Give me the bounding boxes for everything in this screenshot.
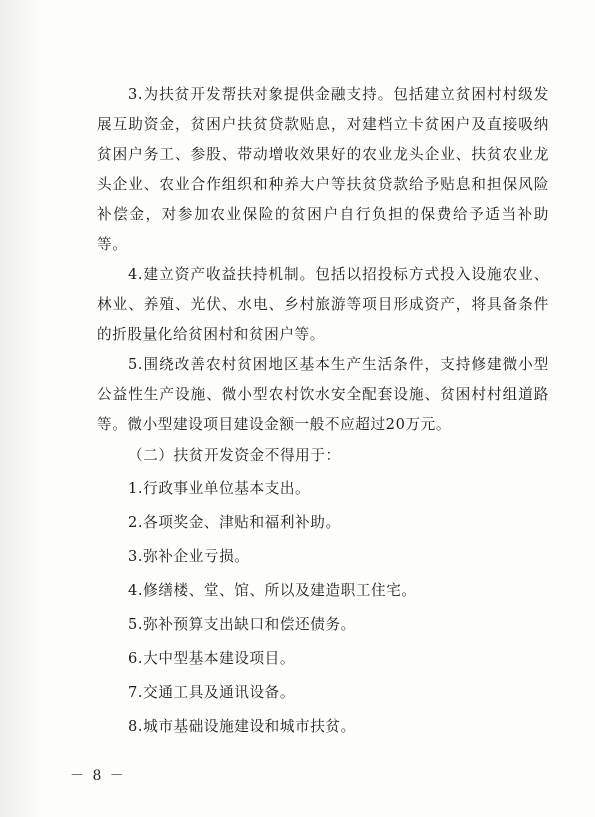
list-item: 6.大中型基本建设项目。 — [128, 650, 296, 667]
page-number: － 8 － — [70, 768, 126, 784]
section-heading-prohibited-uses: （二）扶贫开发资金不得用于： — [128, 447, 341, 464]
document-body — [97, 80, 549, 744]
list-item: 1.行政事业单位基本支出。 — [128, 480, 311, 497]
list-item: 7.交通工具及通讯设备。 — [128, 684, 296, 701]
paragraph-asset-income: 4.建立资产收益扶持机制。包括以招投标方式投入设施农业、林业、养殖、光伏、水电、乡村旅游等项目形成资产，将具备条件的折股量化给贫困村和贫困户等。 — [97, 266, 549, 343]
paragraph-infrastructure: 5.围绕改善农村贫困地区基本生产生活条件，支持修建微小型公益性生产设施、微小型农村饮水安全配套设施、贫困村村组道路等。微小型建设项目建设金额一般不应超过20万元。 — [97, 356, 549, 433]
paragraph-financial-support: 3.为扶贫开发帮扶对象提供金融支持。包括建立贫困村村级发展互助资金，贫困户扶贫贷款贴息，对建档立卡贫困户及直接吸纳贫困户务工、参股、带动增收效果好的农业龙头企业、扶贫农业龙头企业、农业合作组织和种养大户等扶贫贷款给予贴息和担保风险补偿金，对参加农业保险的贫困户自行负担的保费给予适当补助等。 — [97, 86, 549, 253]
list-item: 3.弥补企业亏损。 — [128, 548, 250, 565]
list-item: 2.各项奖金、津贴和福利补助。 — [128, 514, 341, 531]
list-item: 5.弥补预算支出缺口和偿还债务。 — [128, 616, 356, 633]
scan-shadow-edge — [0, 0, 44, 817]
list-item: 4.修缮楼、堂、馆、所以及建造职工住宅。 — [128, 582, 417, 599]
list-item: 8.城市基础设施建设和城市扶贫。 — [128, 718, 356, 735]
